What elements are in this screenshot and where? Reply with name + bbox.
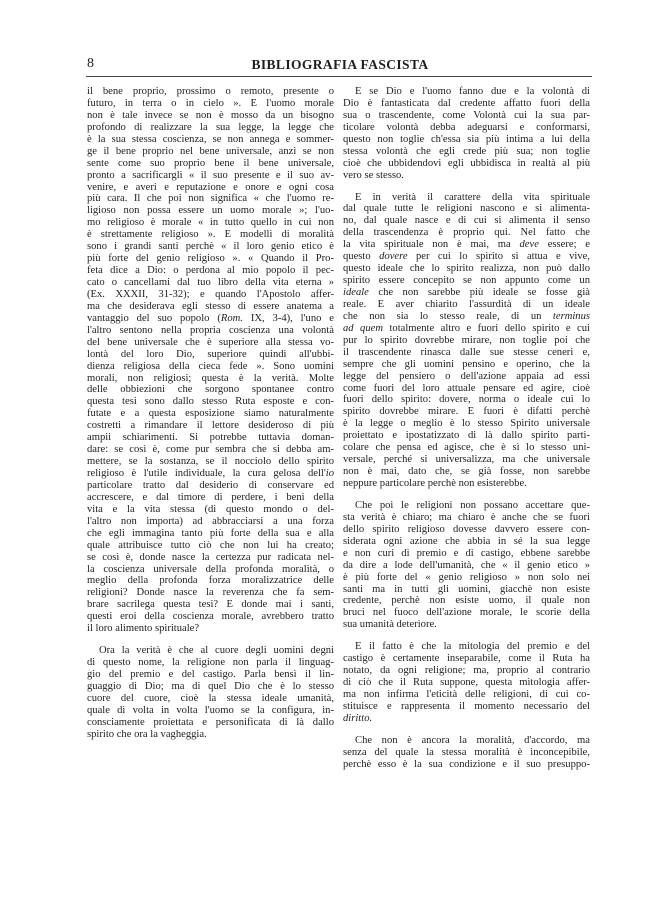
text-line: legge del pensiero o dell'azione appaia ad essi <box>343 370 590 382</box>
text-line: è la sua stessa coscienza, se non annega e sommer- <box>87 133 334 145</box>
text-line: profondo di realizzare la sua legge, la legge che <box>87 121 334 133</box>
italic-text: dovere <box>379 251 408 263</box>
text-line: dello spirito religioso dovesse davvero essere con- <box>343 523 590 535</box>
text-line: colare che pensa ed agisce, che è sì lo stesso uni- <box>343 442 590 454</box>
text-line: futate e a questa esposizione siamo naturalmente <box>87 408 334 420</box>
text-line: da dire a lode dell'umanità, che « il genio etico » <box>343 559 590 571</box>
text-column-left <box>87 86 334 751</box>
text-line: il loro alimento spirituale? <box>87 623 200 635</box>
text-line: è strettamente religioso ». E modelli di moralità <box>87 229 334 241</box>
text-line: E in verità il carattere della vita spirituale <box>355 191 590 203</box>
text-line: se così è, donde nasce la certezza pur radicata nel- <box>87 551 334 563</box>
text-line: costretti a rimandare il lettore desideroso di più <box>87 420 334 432</box>
italic-text: ideale <box>343 287 369 298</box>
text-line: santi ma in tutti gli uomini, giacchè non esiste <box>343 583 590 595</box>
text-line: credente, perchè non esiste uomo, il quale non <box>343 595 590 607</box>
text-line: vita e la vita stessa (di questo mondo o del- <box>87 503 334 515</box>
text-line: guaggio di Dio; ma di quel Dio che è lo stesso <box>87 680 334 692</box>
text-line: reale. E aver chiarito l'assurdità di un ideale <box>343 298 590 310</box>
text-line: e non curi di premio e di castigo, ebbene sarebbe <box>343 547 590 559</box>
text-line: più forte del genio religioso ». « Quando il Pro- <box>87 253 334 265</box>
italic-text: diritto. <box>343 712 373 724</box>
text-line: neppure particolare perchè non esisterebbe. <box>343 478 527 489</box>
text-line: del bene universale che è superiore alla stessa vo- <box>87 336 334 348</box>
text-line: non è tale invece se non è mosso da un bisogno <box>87 109 334 121</box>
text-line: è la legge o meglio è lo stesso Spirito universale <box>343 418 590 430</box>
text-line: ligioso non possa essere un uomo morale »; l'uo- <box>87 205 334 217</box>
text-line: Dio è fantasticata dal credente affatto fuori della <box>343 97 590 109</box>
text-line: che non sia lo stesso reale, di un terminus <box>343 310 590 322</box>
paragraph <box>343 86 590 182</box>
text-line: di questo nome, la religione non parla il linguag- <box>87 657 334 669</box>
paragraph <box>87 645 334 741</box>
italic-text: terminus <box>552 310 590 322</box>
text-line: è più forte del « genio religioso » non solo nei <box>343 571 590 583</box>
text-line: sua umanità deteriore. <box>343 619 437 631</box>
text-line: Ora la verità è che al cuore degli uomini degni <box>99 645 334 657</box>
text-line: spirito dovrebbe mirare. E fuori è difatti perchè <box>343 406 590 418</box>
text-line: venire, e averi e reputazione e onore e ogni cosa <box>87 181 334 193</box>
text-line: siderata ogni azione che abbia in sé la sua legge <box>343 535 590 547</box>
text-line: di ciò che il Ruta suppone, questa mitologia affer- <box>343 677 590 689</box>
text-line: sono i grandi santi perchè « il loro genio etico è <box>87 241 334 253</box>
text-line: (Ex. XXXII, 31-32); e quando l'Apostolo affer- <box>87 288 334 300</box>
text-line <box>343 713 590 725</box>
italic-text: Rom. <box>220 312 243 324</box>
paragraph <box>343 192 590 490</box>
text-line: mo religioso è morale « in tutto quello in cui non <box>87 217 334 229</box>
text-line: brare sacrilega questa tesi? E donde mai i santi, <box>87 599 334 611</box>
text-line: no, dal quale nasce e di cui si alimenta il senso <box>343 215 590 227</box>
text-line: versale, perché si universalizza, ma che universale <box>343 454 590 466</box>
text-line: stessa volontà che egli crede più sua; non toglie <box>343 145 590 157</box>
text-line: ampii schiarimenti. Si potrebbe tuttavia doman- <box>87 432 334 444</box>
text-line: dienza religiosa della cieca fede ». Sono uomini <box>87 360 334 372</box>
text-line: l'altro non importa) ad abbracciarsi a una forza <box>87 515 334 527</box>
paragraph <box>343 641 590 725</box>
text-line: ticolare volontà debba adeguarsi e conformarsi, <box>343 121 590 133</box>
text-line: sta verità è chiaro; ma chiaro è anche che se fuori <box>343 511 590 523</box>
text-line: che egli immagina tanto più forte della sua e alla <box>87 527 334 539</box>
text-line: proiettato e ipostatizzato di là dallo spirito parti- <box>343 430 590 442</box>
text-line: religioso è l'utile individuale, la cura gelosa dell'io <box>87 468 334 479</box>
text-line: morali, non religiosi; questa è la verità. Molte <box>87 372 334 384</box>
text-line: religioni? Donde nasce la reverenza che fa sem- <box>87 587 334 599</box>
text-line: questo dovere per cui lo spirito si attua e vive, <box>343 251 590 263</box>
text-line: fuori dello spirito: dovere, norma o ideale cui lo <box>343 394 590 406</box>
text-line: Che poi le religioni non possano accettare que- <box>355 499 590 511</box>
text-line: sua o trascendente, come Volontà cui la sua par- <box>343 109 590 121</box>
text-line: della trascendenza è proprio qui. Nel fatto che <box>343 227 590 239</box>
italic-text: io <box>325 468 334 479</box>
text-line: il bene proprio, prossimo o remoto, presente o <box>87 86 334 97</box>
text-line: la vita spirituale non è mai, ma deve essere; e <box>343 239 590 251</box>
text-line: questo ideale che lo spirito realizza, non può dallo <box>343 263 590 275</box>
text-line: pronto a sacrificargli « il suo presente e il suo av- <box>87 169 334 181</box>
text-line: lontà del loro Dio, superiore quindi all'ubbi- <box>87 348 334 360</box>
paragraph <box>343 735 590 771</box>
text-line: delle obbiezioni che sorgono spontanee contro <box>87 384 334 396</box>
text-line: gio del premio e del castigo. Parla bensì il lin- <box>87 669 334 680</box>
text-line: questi eroi della coscienza morale, avrebbero tratto <box>87 611 334 623</box>
text-line: particolare tratto dal desiderio di conservare ed <box>87 479 334 491</box>
text-line: vero se stesso. <box>343 169 404 181</box>
text-line: notato, da ogni religione; ma, proprio al contrario <box>343 665 590 677</box>
header-rule <box>86 76 592 77</box>
text-line: come fuori del loro attuale pensare ed agire, cioè <box>343 382 590 394</box>
text-line: questa tesi sono dallo stesso Ruta esposte e con- <box>87 396 334 408</box>
text-column-right <box>343 86 590 781</box>
text-line: castigo è certamente inseparabile, come il Ruta ha <box>343 653 590 665</box>
paragraph <box>343 500 590 631</box>
text-line: la coscienza universale della profonda moralità, o <box>87 563 334 575</box>
page-number: 8 <box>87 56 94 71</box>
italic-text: ad quem <box>343 322 383 334</box>
text-line: cato o cancellami dal tuo libro della vita eterna » <box>87 277 334 288</box>
text-line: mettere, se la sostanza, se il nocciolo dello spirito <box>87 456 334 468</box>
text-line: stituisce e rappresenta il momento necessario del <box>343 700 590 712</box>
text-line: sempre che gli uomini pensino e operino, che la <box>343 358 590 370</box>
running-title: BIBLIOGRAFIA FASCISTA <box>251 57 429 72</box>
text-line: ma non infirma l'eticità delle religioni, di cui co- <box>343 689 590 700</box>
text-line: E se Dio e l'uomo fanno due e la volontà di <box>355 86 590 97</box>
text-line: bruci nel fuoco dell'azione morale, le scorie della <box>343 607 590 619</box>
text-line: E il fatto è che la mitologia del premio e del <box>355 641 590 653</box>
text-line: spirito essere concepito se non appunto come un <box>343 275 590 287</box>
text-line: Che non è ancora la moralità, d'accordo, ma <box>355 734 590 746</box>
text-line: questo non toglie ch'essa sia più intima a lui della <box>343 133 590 145</box>
text-line: pur lo spirito dovrebbe mirare, non toglie poi che <box>343 334 590 346</box>
text-line: cioè che ubbidendovi egli ubbidisca in realtà al più <box>343 157 590 169</box>
text-line: più cara. Il che poi non significa « che l'uomo re- <box>87 193 334 205</box>
text-line: accrescere, e dal timore di perdere, i beni della <box>87 491 334 503</box>
text-line: dal quale tutte le religioni nascono e si alimenta- <box>343 203 590 215</box>
text-line: dare: se così è, come pur sembra che si debba am- <box>87 444 334 456</box>
text-line: futuro, in terra o in cielo ». E l'uomo morale <box>87 97 334 109</box>
text-line: meglio della profonda forza moralizzatrice delle <box>87 575 334 587</box>
text-line: quale di volta in volta l'uomo se la configura, in- <box>87 704 334 716</box>
paragraph <box>87 86 334 635</box>
text-line: senza del quale la stessa moralità è inconcepibile, <box>343 746 590 758</box>
text-line: ad quem totalmente altro e fuori dello spirito e cui <box>343 322 590 334</box>
text-line: perchè esso è la sua condizione e il suo presuppo- <box>343 758 590 770</box>
text-line: vantaggio del suo popolo (Rom. IX, 3-4), l'uno e <box>87 312 334 324</box>
text-line: sente come suo proprio bene il bene universale, <box>87 157 334 169</box>
text-line: ideale che non sarebbe più ideale se fosse già <box>343 287 590 298</box>
text-line: cuore del cuore, cioè la stessa ideale umanità, <box>87 692 334 704</box>
text-line: ma che desiderava egli stesso di essere anatema a <box>87 300 334 312</box>
text-line: ge il bene proprio nel bene universale, anzi se non <box>87 145 334 157</box>
italic-text: deve <box>519 239 539 251</box>
text-line: consciamente proiettata e personificata di là dallo <box>87 716 334 728</box>
text-line: l'altro sentono nella propria coscienza una volontà <box>87 324 334 336</box>
text-line: non è mai, dato che, se già fosse, non sarebbe <box>343 466 590 478</box>
text-line: feta dice a Dio: o perdona al mio popolo il pec- <box>87 265 334 277</box>
text-line: il trascendente rinasca dalle sue stesse ceneri e, <box>343 346 590 358</box>
text-line: spirito che ora la vagheggia. <box>87 728 207 740</box>
text-line: quale attribuisce tutto ciò che non lui ha creato; <box>87 539 334 551</box>
